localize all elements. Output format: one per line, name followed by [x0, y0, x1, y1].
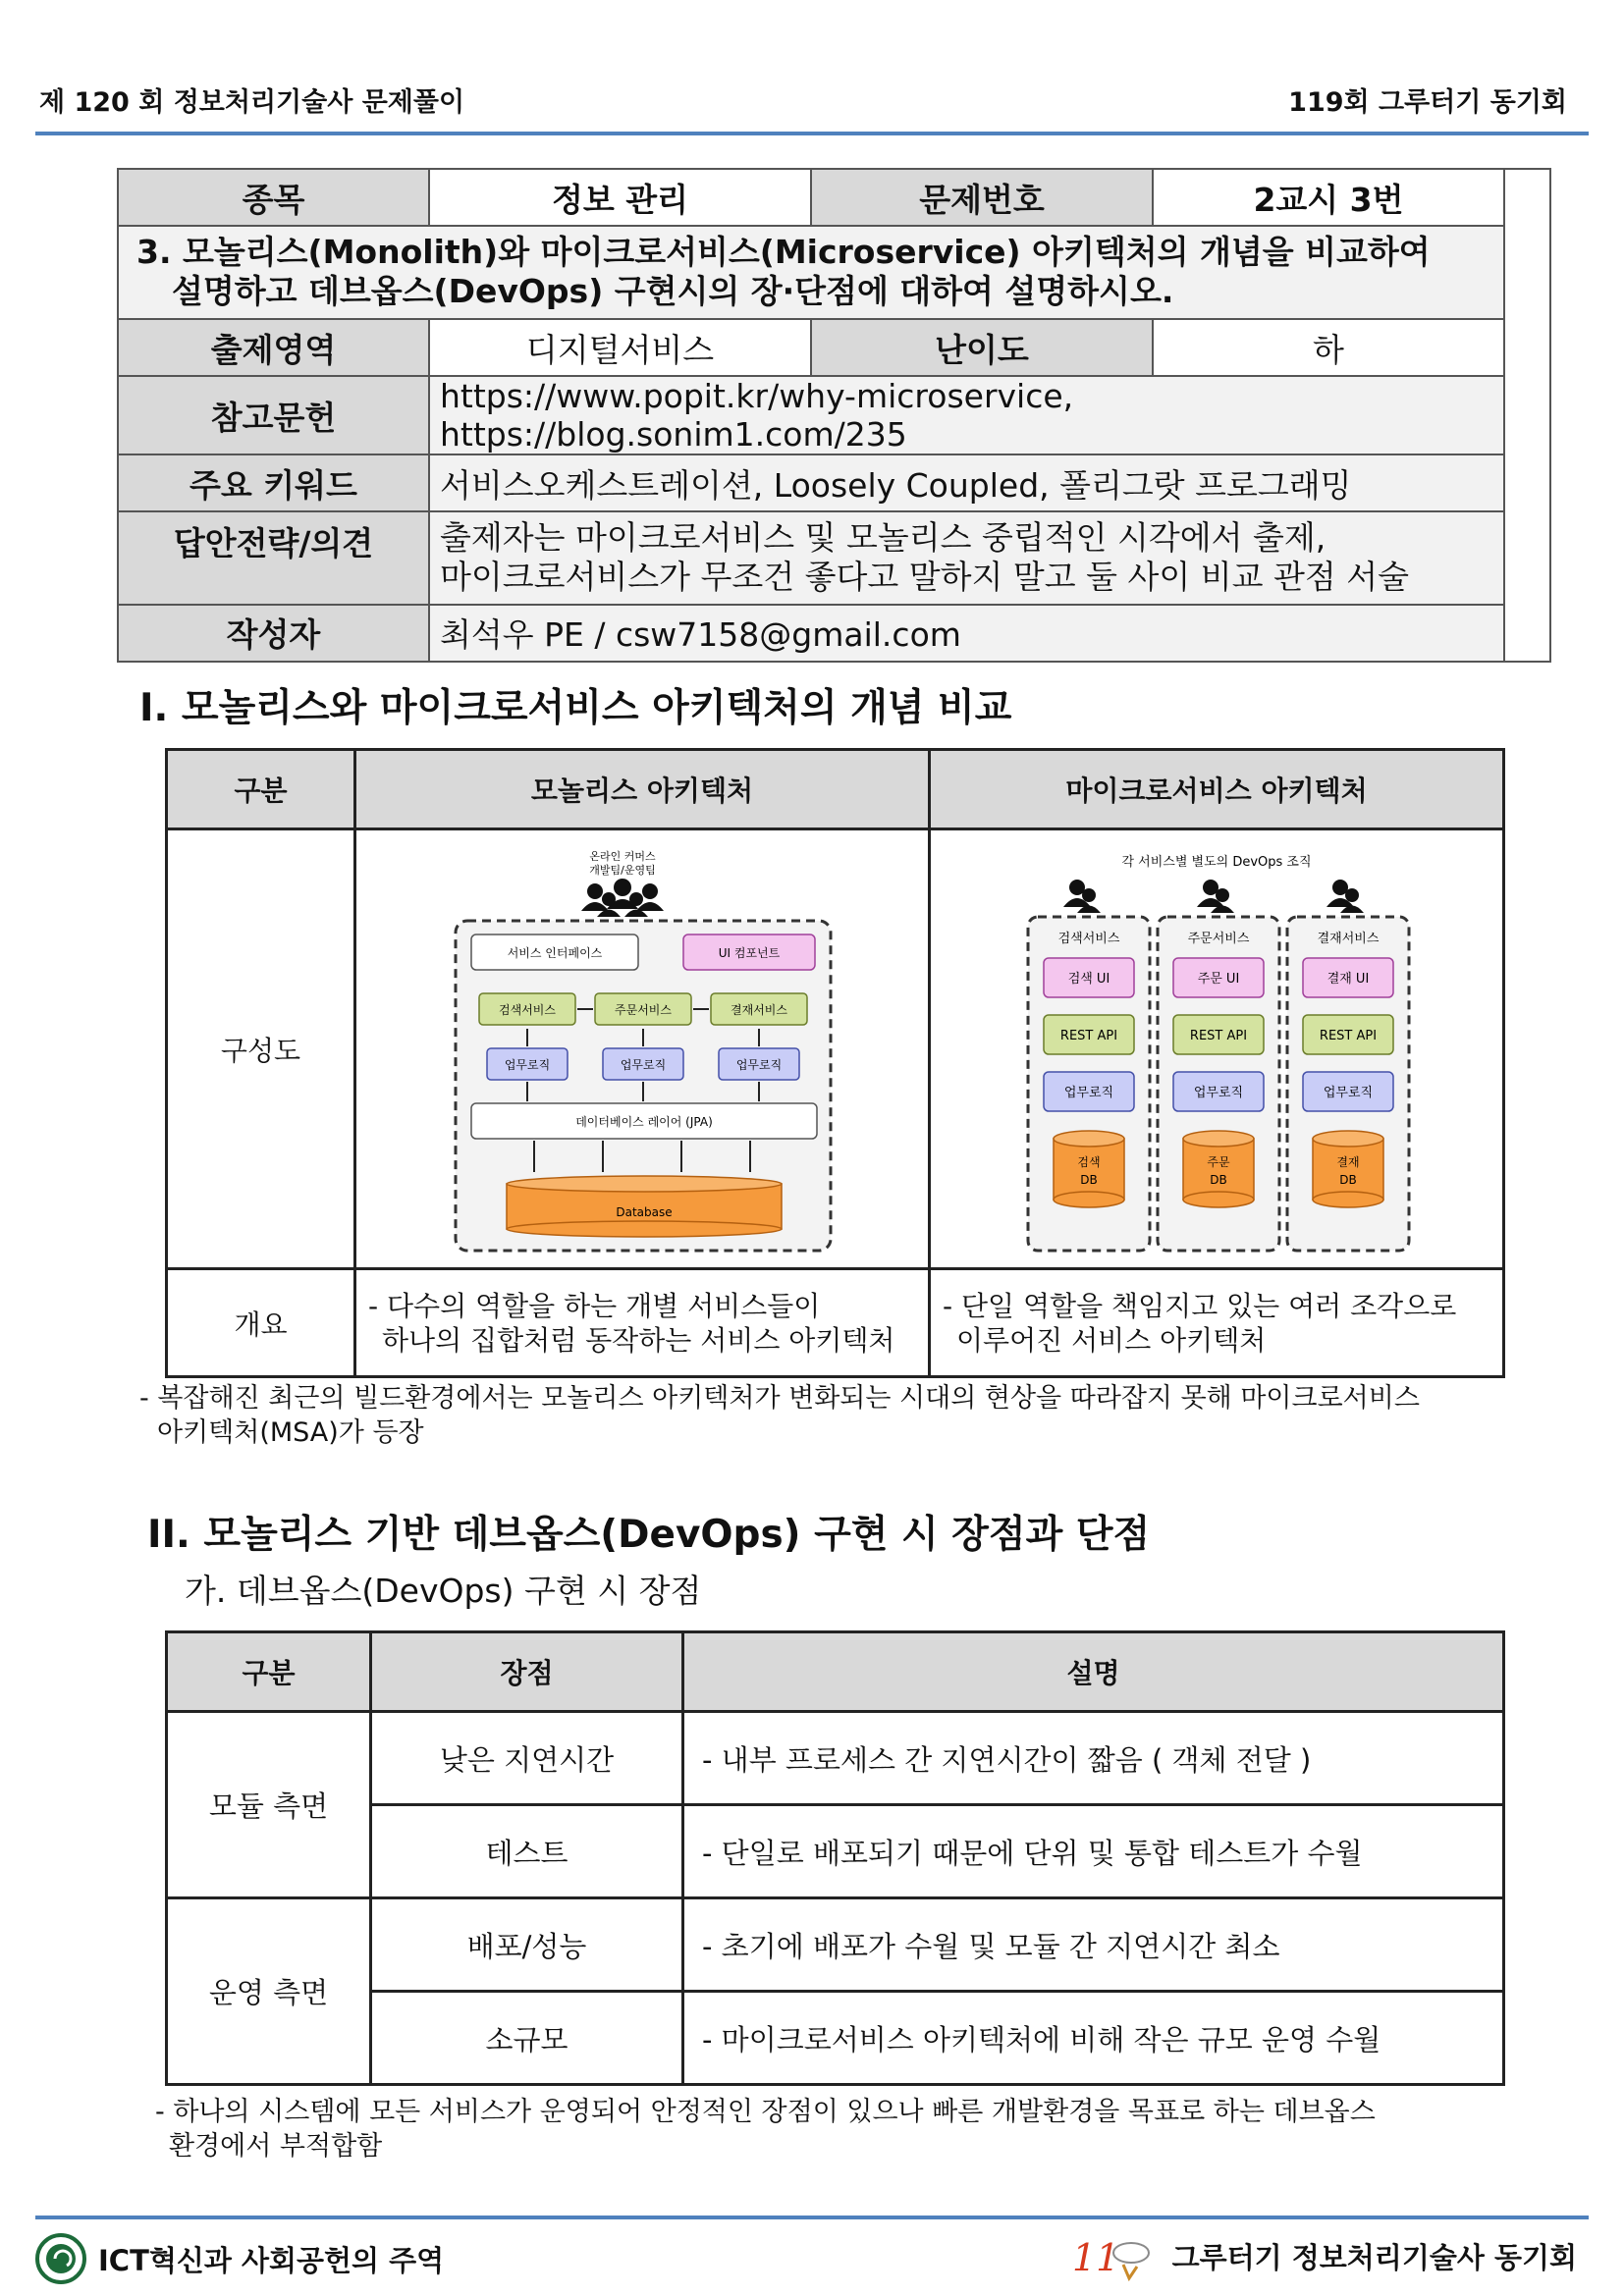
reference-label: 참고문헌: [118, 376, 429, 454]
micro-desc-line-1: - 단일 역할을 책임지고 있는 여러 조각으로: [943, 1289, 1457, 1322]
section1-note: [139, 1382, 1514, 1450]
question-line-2: 설명하고 데브옵스(DevOps) 구현시의 장·단점에 대하여 설명하시오.: [172, 271, 1174, 310]
footer-rule: [35, 2216, 1589, 2219]
author-value: 최석우 PE / csw7158@gmail.com: [429, 605, 1504, 662]
mono-logic-1: 업무로직: [504, 1057, 551, 1072]
mono-team-label: 온라인 커머스: [589, 849, 656, 863]
micro-db-payment: 결재: [1336, 1154, 1360, 1169]
footer-left-text: ICT혁신과 사회공헌의 주역: [98, 2243, 445, 2277]
t1-header-category: 구분: [167, 750, 355, 829]
section1-title: I. 모놀리스와 마이크로서비스 아키텍처의 개념 비교: [139, 686, 1012, 730]
area-label: 출제영역: [118, 319, 429, 376]
strategy-line-1: 출제자는 마이크로서비스 및 모놀리스 중립적인 시각에서 출제,: [440, 518, 1326, 558]
ict-logo-icon: [35, 2233, 86, 2284]
question-line-1: 3. 모놀리스(Monolith)와 마이크로서비스(Microservice) 아키텍처의 개념을 비교하여: [136, 233, 1431, 271]
advantage-cell: 소규모: [371, 1992, 683, 2085]
subject-label: 종목: [118, 169, 429, 226]
description-cell: - 초기에 배포가 수월 및 모듈 간 지연시간 최소: [683, 1898, 1504, 1992]
keyword-value: 서비스오케스트레이션, Loosely Coupled, 폴리그랏 프로그래밍: [429, 454, 1504, 511]
footer-right-text: 그루터기 정보처리기술사 동기회: [1171, 2240, 1577, 2274]
mono-database-label: Database: [616, 1204, 673, 1219]
mono-db-layer: 데이터베이스 레이어 (JPA): [575, 1114, 713, 1129]
micro-name-order: 주문서비스: [1187, 931, 1250, 946]
search-team-icon: [1063, 880, 1101, 913]
micro-name-payment: 결재서비스: [1317, 931, 1380, 946]
qno-label: 문제번호: [811, 169, 1153, 226]
t2-header-description: 설명: [683, 1632, 1504, 1712]
micro-db-search: 검색: [1077, 1154, 1101, 1169]
t2-header-category: 구분: [167, 1632, 371, 1712]
team-people-icon: [581, 879, 664, 917]
micro-diagram-cell: [930, 829, 1504, 1269]
micro-name-search: 검색서비스: [1057, 931, 1120, 946]
description-cell: - 마이크로서비스 아키텍처에 비해 작은 규모 운영 수월: [683, 1992, 1504, 2085]
mono-service-interface: 서비스 인터페이스: [507, 945, 603, 960]
section1-note-line-2: 아키텍처(MSA)가 등장: [157, 1416, 424, 1448]
question-info-table: [117, 168, 1551, 663]
devops-advantages-table: [165, 1630, 1505, 2086]
monolith-diagram: [426, 838, 858, 1260]
architecture-compare-table: [165, 748, 1505, 1378]
footer-left: [35, 2233, 444, 2284]
mono-database-cylinder: [507, 1176, 782, 1237]
mono-desc-line-1: - 다수의 역할을 하는 개별 서비스들이: [368, 1289, 821, 1322]
section2-subtitle: 가. 데브옵스(DevOps) 구현 시 장점: [185, 1572, 702, 1610]
t2-header-advantage: 장점: [371, 1632, 683, 1712]
description-cell: - 단일로 배포되기 때문에 단위 및 통합 테스트가 수월: [683, 1805, 1504, 1898]
payment-team-icon: [1326, 880, 1364, 913]
subject-value: 정보 관리: [429, 169, 811, 226]
monolith-overview: [355, 1269, 930, 1377]
mono-desc-line-2: 하나의 집합처럼 동작하는 서비스 아키텍처: [382, 1323, 895, 1357]
advantage-cell: 배포/성능: [371, 1898, 683, 1992]
author-label: 작성자: [118, 605, 429, 662]
micro-logic-order: 업무로직: [1193, 1085, 1244, 1100]
micro-db-payment-2: DB: [1339, 1172, 1357, 1187]
micro-db-search-2: DB: [1080, 1172, 1098, 1187]
table-row: [167, 1898, 1504, 1992]
table-row: [167, 1712, 1504, 1805]
difficulty-value: 하: [1153, 319, 1504, 376]
group-operation: 운영 측면: [167, 1898, 371, 2085]
mono-team-label-2: 개발팀/운영팀: [589, 863, 656, 877]
advantage-cell: 낮은 지연시간: [371, 1712, 683, 1805]
section2-title: II. 모놀리스 기반 데브옵스(DevOps) 구현 시 장점과 단점: [147, 1513, 1151, 1557]
mono-logic-2: 업무로직: [620, 1057, 667, 1072]
t1-row-diagram-label: 구성도: [167, 829, 355, 1269]
advantage-cell: 테스트: [371, 1805, 683, 1898]
micro-api-order: REST API: [1189, 1028, 1248, 1043]
mono-ui-component: UI 컴포넌트: [718, 945, 781, 960]
mono-service-payment: 결재서비스: [731, 1002, 787, 1017]
section2-note-line-1: - 하나의 시스템에 모든 서비스가 운영되어 안정적인 장점이 있으나 빠른 개발환경을 목표로 하는 데브옵스: [155, 2097, 1376, 2127]
t1-header-monolith: 모놀리스 아키텍처: [355, 750, 930, 829]
micro-column-search: [1028, 880, 1150, 1251]
group-module: 모듈 측면: [167, 1712, 371, 1898]
mono-service-row: [479, 993, 807, 1025]
mono-logic-3: 업무로직: [735, 1057, 783, 1072]
description-cell: - 내부 프로세스 간 지연시간이 짧음 ( 객체 전달 ): [683, 1712, 1504, 1805]
group-logo-mark: 11: [1071, 2236, 1119, 2279]
micro-column-payment: [1287, 880, 1409, 1251]
micro-logic-search: 업무로직: [1063, 1085, 1114, 1100]
header-title: 제 120 회 정보처리기술사 문제풀이: [39, 87, 465, 118]
question-text: [118, 226, 1504, 319]
micro-desc-line-2: 이루어진 서비스 아키텍처: [956, 1323, 1267, 1357]
qno-value: 2교시 3번: [1153, 169, 1504, 226]
micro-api-search: REST API: [1059, 1028, 1118, 1043]
t1-header-micro: 마이크로서비스 아키텍처: [930, 750, 1504, 829]
mono-service-order: 주문서비스: [615, 1002, 672, 1017]
micro-db-order: 주문: [1207, 1154, 1230, 1169]
micro-ui-payment: 결재 UI: [1326, 971, 1370, 987]
micro-logic-payment: 업무로직: [1323, 1085, 1374, 1100]
order-team-icon: [1197, 880, 1234, 913]
mono-service-search: 검색서비스: [499, 1002, 556, 1017]
reference-value: https://www.popit.kr/why-microservice, https://blog.sonim1.com/235: [429, 376, 1504, 454]
micro-title: 각 서비스별 별도의 DevOps 조직: [1121, 854, 1312, 870]
t1-row-overview-label: 개요: [167, 1269, 355, 1377]
strategy-value: [429, 511, 1504, 605]
header-rule: [35, 132, 1589, 135]
header-group: 119회 그루터기 동기회: [1288, 87, 1567, 118]
strategy-label: 답안전략/의견: [118, 511, 429, 605]
monolith-diagram-cell: [355, 829, 930, 1269]
section2-note-line-2: 환경에서 부적합함: [169, 2130, 383, 2162]
micro-ui-order: 주문 UI: [1197, 971, 1240, 987]
micro-db-order-2: DB: [1210, 1172, 1227, 1187]
strategy-line-2: 마이크로서비스가 무조건 좋다고 말하지 말고 둘 사이 비교 관점 서술: [440, 558, 1409, 597]
micro-api-payment: REST API: [1319, 1028, 1378, 1043]
group-logo-icon: [1068, 2229, 1159, 2282]
micro-overview: [930, 1269, 1504, 1377]
micro-column-order: [1158, 880, 1279, 1251]
section2-note: [155, 2096, 1481, 2163]
info-side-cell: [1504, 169, 1550, 662]
micro-ui-search: 검색 UI: [1067, 971, 1110, 987]
micro-diagram: [1010, 838, 1423, 1260]
difficulty-label: 난이도: [811, 319, 1153, 376]
area-value: 디지털서비스: [429, 319, 811, 376]
section1-note-line-1: - 복잡해진 최근의 빌드환경에서는 모놀리스 아키텍처가 변화되는 시대의 현상을 따라잡지 못해 마이크로서비스: [139, 1383, 1420, 1414]
keyword-label: 주요 키워드: [118, 454, 429, 511]
mono-logic-row: [487, 1048, 799, 1080]
footer-right: [1068, 2229, 1577, 2282]
